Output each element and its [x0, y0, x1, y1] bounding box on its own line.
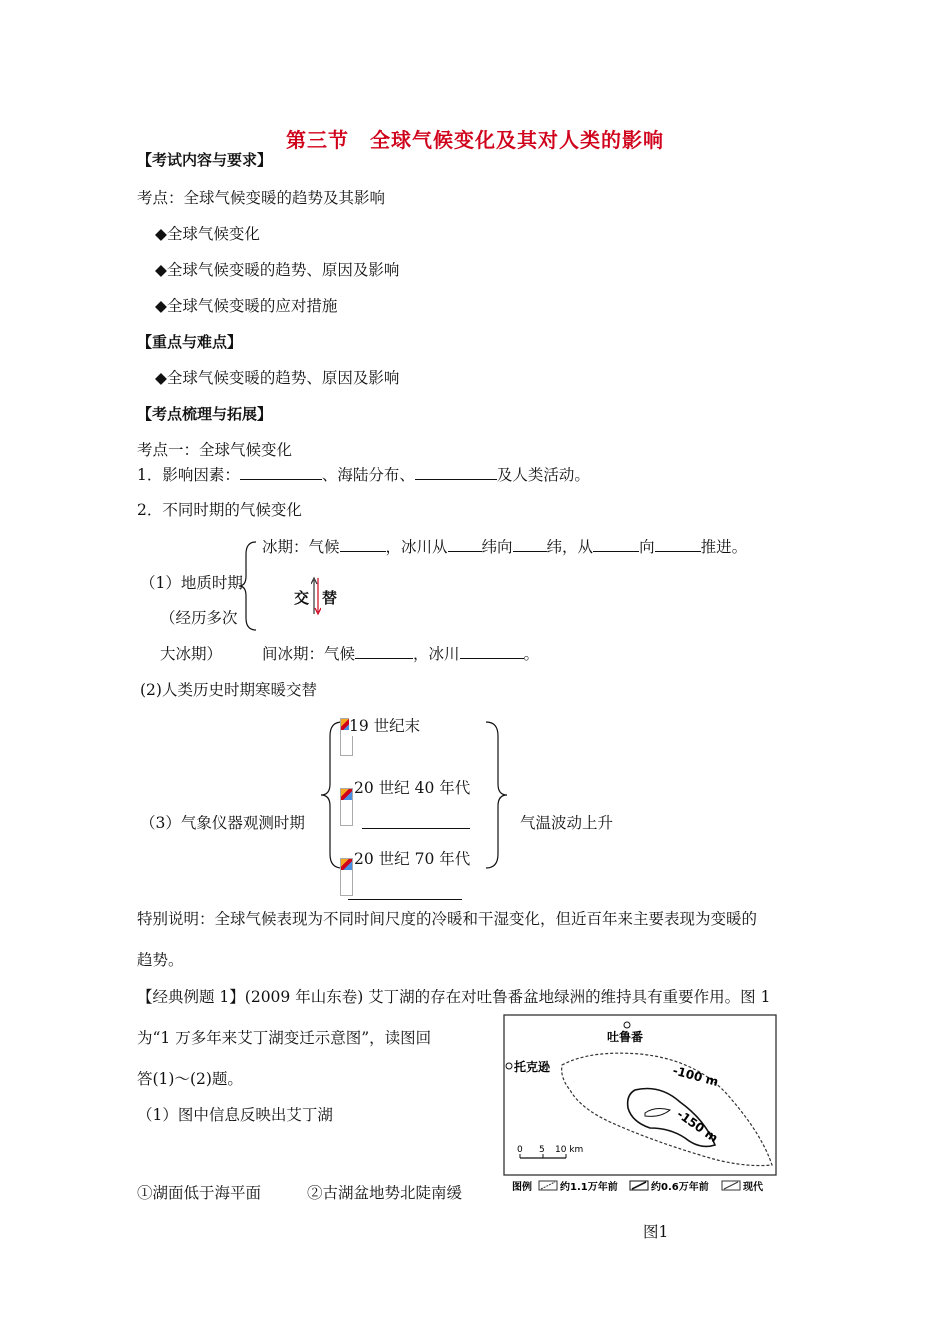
city-label: 托克逊	[514, 1060, 551, 1074]
exam-point: 考点：全球气候变暖的趋势及其影响	[137, 189, 386, 207]
example-line: 【经典例题 1】(2009 年山东卷) 艾丁湖的存在对吐鲁番盆地绿洲的维持具有重要作用。图 1	[137, 988, 771, 1006]
option-1: ①湖面低于海平面	[137, 1184, 262, 1202]
glacial-text: 纬向	[481, 538, 513, 556]
special-note: 特别说明：全球气候表现为不同时间尺度的冷暖和干湿变化，但近百年来主要表现为变暖的	[137, 910, 758, 928]
exam-requirements-heading: 【考试内容与要求】	[137, 151, 273, 169]
period-label: 20 世纪 40 年代	[354, 779, 471, 797]
answer-blank[interactable]	[415, 465, 497, 480]
city-marker	[506, 1063, 512, 1069]
legend-title: 图例	[512, 1182, 532, 1193]
interglacial-line	[262, 644, 539, 664]
answer-blank[interactable]	[355, 644, 413, 659]
answer-blank[interactable]	[448, 537, 482, 552]
point-one-heading: 考点一：全球气候变化	[137, 441, 293, 459]
contour-label: -150 m	[674, 1106, 721, 1146]
interglacial-text: 间冰期：气候	[262, 645, 356, 663]
scale-label: 10 km	[555, 1145, 584, 1155]
q1-suffix: 及人类活动。	[496, 466, 590, 484]
special-note-cont: 趋势。	[137, 951, 184, 969]
legend-label: 现代	[743, 1182, 763, 1193]
geologic-period-label: （1）地质时期	[140, 574, 243, 592]
question-influence-factors	[137, 465, 590, 485]
answer-blank[interactable]	[513, 537, 547, 552]
key-point-item: ◆全球气候变暖的趋势、原因及影响	[155, 369, 400, 387]
glacial-line	[262, 537, 747, 557]
q1-mid: 、海陆分布、	[321, 466, 415, 484]
scale-label: 0	[517, 1145, 523, 1155]
page-title: 第三节 全球气候变化及其对人类的影响	[286, 128, 664, 152]
glacial-text: 推进。	[700, 538, 748, 556]
example-line: 为“1 万多年来艾丁湖变迁示意图”，读图回	[137, 1029, 432, 1047]
right-brace-icon	[484, 720, 510, 870]
question-periods: 2．不同时期的气候变化	[137, 501, 302, 519]
answer-blank[interactable]	[460, 644, 524, 659]
historic-period: (2)人类历史时期寒暖交替	[140, 681, 317, 699]
city-marker	[624, 1022, 630, 1028]
answer-blank[interactable]	[340, 537, 386, 552]
geologic-period-note: 大冰期）	[160, 645, 223, 663]
instrument-period-label: （3）气象仪器观测时期	[140, 814, 305, 832]
city-label: 吐鲁番	[607, 1030, 644, 1044]
interglacial-text: 。	[523, 645, 540, 663]
glacial-text: 纬，从	[546, 538, 594, 556]
requirement-item: ◆全球气候变暖的趋势、原因及影响	[155, 261, 400, 279]
glacial-text: 向	[639, 538, 655, 556]
example-subquestion: （1）图中信息反映出艾丁湖	[137, 1106, 333, 1124]
answer-blank[interactable]	[348, 899, 462, 900]
instrument-result: 气温波动上升	[520, 814, 614, 832]
glacial-text: ，冰川从	[385, 538, 448, 556]
broken-image-icon	[340, 788, 353, 826]
period-label: 19 世纪末	[349, 717, 421, 735]
legend-label: 约1.1万年前	[560, 1182, 618, 1193]
alternate-label: 替	[322, 589, 338, 607]
review-heading: 【考点梳理与拓展】	[137, 405, 273, 423]
alternate-arrows-icon	[311, 576, 321, 616]
answer-blank[interactable]	[593, 537, 639, 552]
answer-blank[interactable]	[362, 828, 470, 829]
option-2: ②古湖盆地势北陡南缓	[307, 1184, 463, 1202]
legend-label: 约0.6万年前	[651, 1182, 709, 1193]
lake-map-figure	[500, 1010, 790, 1196]
alternate-label: 交	[294, 589, 310, 607]
figure-caption: 图1	[643, 1223, 669, 1241]
requirement-item: ◆全球气候变化	[155, 225, 260, 243]
contour-label: -100 m	[671, 1063, 720, 1089]
interglacial-text: ，冰川	[413, 645, 460, 663]
scale-label: 5	[539, 1145, 545, 1155]
broken-image-icon	[340, 858, 353, 896]
answer-blank[interactable]	[655, 537, 701, 552]
geologic-period-note: （经历多次	[160, 609, 238, 627]
glacial-text: 冰期：气候	[262, 538, 340, 556]
key-points-heading: 【重点与难点】	[137, 333, 243, 351]
example-line: 答(1)～(2)题。	[137, 1070, 243, 1088]
period-label: 20 世纪 70 年代	[354, 850, 471, 868]
requirement-item: ◆全球气候变暖的应对措施	[155, 297, 338, 315]
answer-blank[interactable]	[240, 465, 322, 480]
q1-prefix: 1．影响因素：	[137, 466, 240, 484]
